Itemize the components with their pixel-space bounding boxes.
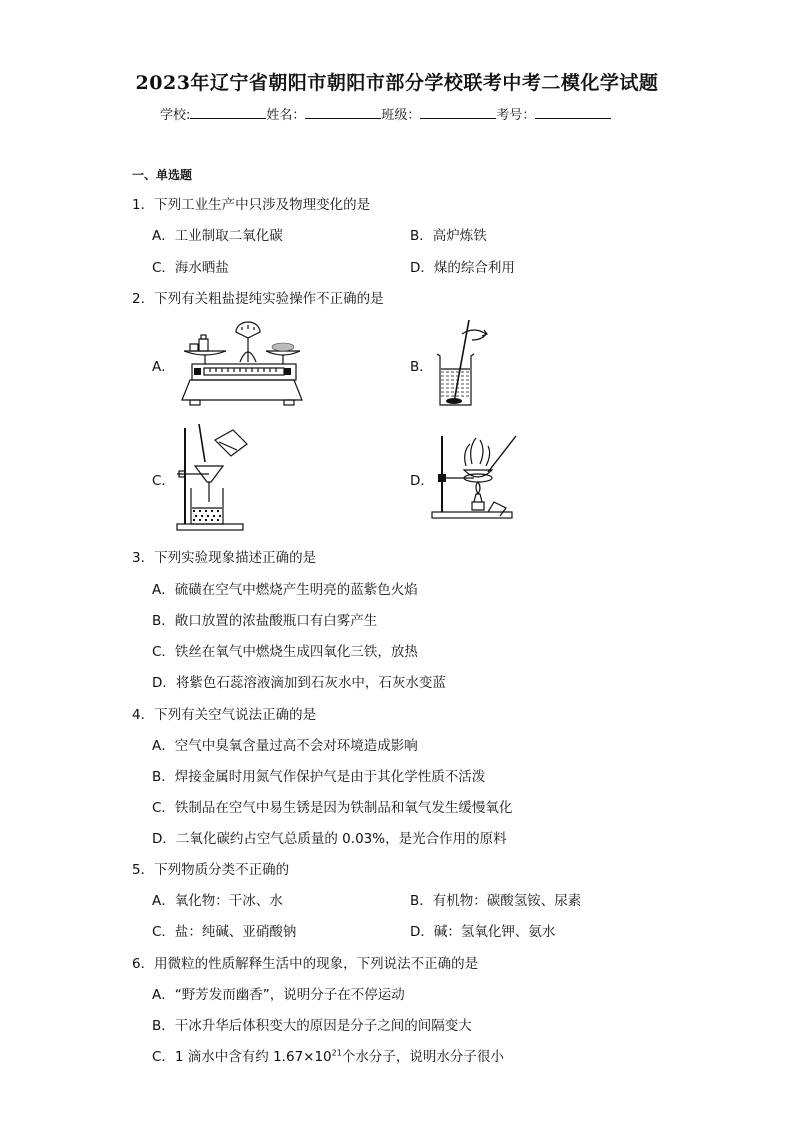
- q3-option-a: A．硫磺在空气中燃烧产生明亮的蓝紫色火焰: [152, 582, 418, 598]
- q1-option-b: B．高炉炼铁: [410, 228, 487, 244]
- question-5-stem: 5．下列物质分类不正确的: [132, 862, 290, 878]
- q4-option-c: C．铁制品在空气中易生锈是因为铁制品和氧气发生缓慢氧化: [152, 800, 513, 816]
- school-label: 学校:: [160, 108, 191, 123]
- q2-option-a: A．: [152, 359, 175, 375]
- q3-option-d: D．将紫色石蕊溶液滴加到石灰水中，石灰水变蓝: [152, 675, 446, 691]
- question-3-stem: 3．下列实验现象描述正确的是: [132, 550, 317, 566]
- q5-option-b: B．有机物：碳酸氢铵、尿素: [410, 893, 582, 909]
- name-blank[interactable]: [305, 104, 381, 119]
- filtration-figure: [175, 420, 255, 532]
- question-4-stem: 4．下列有关空气说法正确的是: [132, 707, 317, 723]
- q4-option-b: B．焊接金属时用氮气作保护气是由于其化学性质不活泼: [152, 769, 486, 785]
- q4-option-d: D．二氧化碳约占空气总质量的 0.03%，是光合作用的原料: [152, 831, 507, 847]
- student-info-line: [160, 104, 611, 123]
- q3-option-c: C．铁丝在氧气中燃烧生成四氧化三铁，放热: [152, 644, 418, 660]
- section-title: 一、单选题: [132, 168, 193, 182]
- q4-option-a: A．空气中臭氧含量过高不会对环境造成影响: [152, 738, 418, 754]
- q5-option-c: C．盐：纯碱、亚硝酸钠: [152, 924, 297, 940]
- evaporation-figure: [430, 428, 526, 522]
- question-6-stem: 6．用微粒的性质解释生活中的现象，下列说法不正确的是: [132, 956, 479, 972]
- q2-option-c: C．: [152, 473, 175, 489]
- balance-scale-figure: [180, 318, 305, 406]
- q5-option-a: A．氧化物：干冰、水: [152, 893, 283, 909]
- q2-option-d: D．: [410, 473, 434, 489]
- q5-option-d: D．碱：氢氧化钾、氨水: [410, 924, 556, 940]
- q6-option-c-post: 个水分子，说明水分子很小: [341, 1049, 504, 1065]
- q6-option-c: [152, 1045, 504, 1065]
- school-blank[interactable]: [190, 104, 266, 119]
- q6-option-b: B．干冰升华后体积变大的原因是分子之间的间隔变大: [152, 1018, 472, 1034]
- beaker-stirring-figure: [434, 316, 494, 408]
- q6-option-c-exponent: 21: [331, 1048, 342, 1058]
- q1-option-d: D．煤的综合利用: [410, 260, 515, 276]
- question-2-stem: 2．下列有关粗盐提纯实验操作不正确的是: [132, 291, 384, 307]
- id-blank[interactable]: [535, 104, 611, 119]
- class-label: 班级：: [381, 108, 421, 123]
- q1-option-c: C．海水晒盐: [152, 260, 229, 276]
- class-blank[interactable]: [420, 104, 496, 119]
- q2-option-b: B．: [410, 359, 433, 375]
- q6-option-a: A．“野芳发而幽香”，说明分子在不停运动: [152, 987, 405, 1003]
- page-title: 2023年辽宁省朝阳市朝阳市部分学校联考中考二模化学试题: [135, 72, 659, 94]
- q1-option-a: A．工业制取二氧化碳: [152, 228, 283, 244]
- q3-option-b: B．敞口放置的浓盐酸瓶口有白雾产生: [152, 613, 378, 629]
- name-label: 姓名：: [266, 108, 306, 123]
- id-label: 考号：: [496, 108, 536, 123]
- q6-option-c-pre: C．1 滴水中含有约 1.67×10: [152, 1049, 332, 1065]
- question-1-stem: 1．下列工业生产中只涉及物理变化的是: [132, 197, 371, 213]
